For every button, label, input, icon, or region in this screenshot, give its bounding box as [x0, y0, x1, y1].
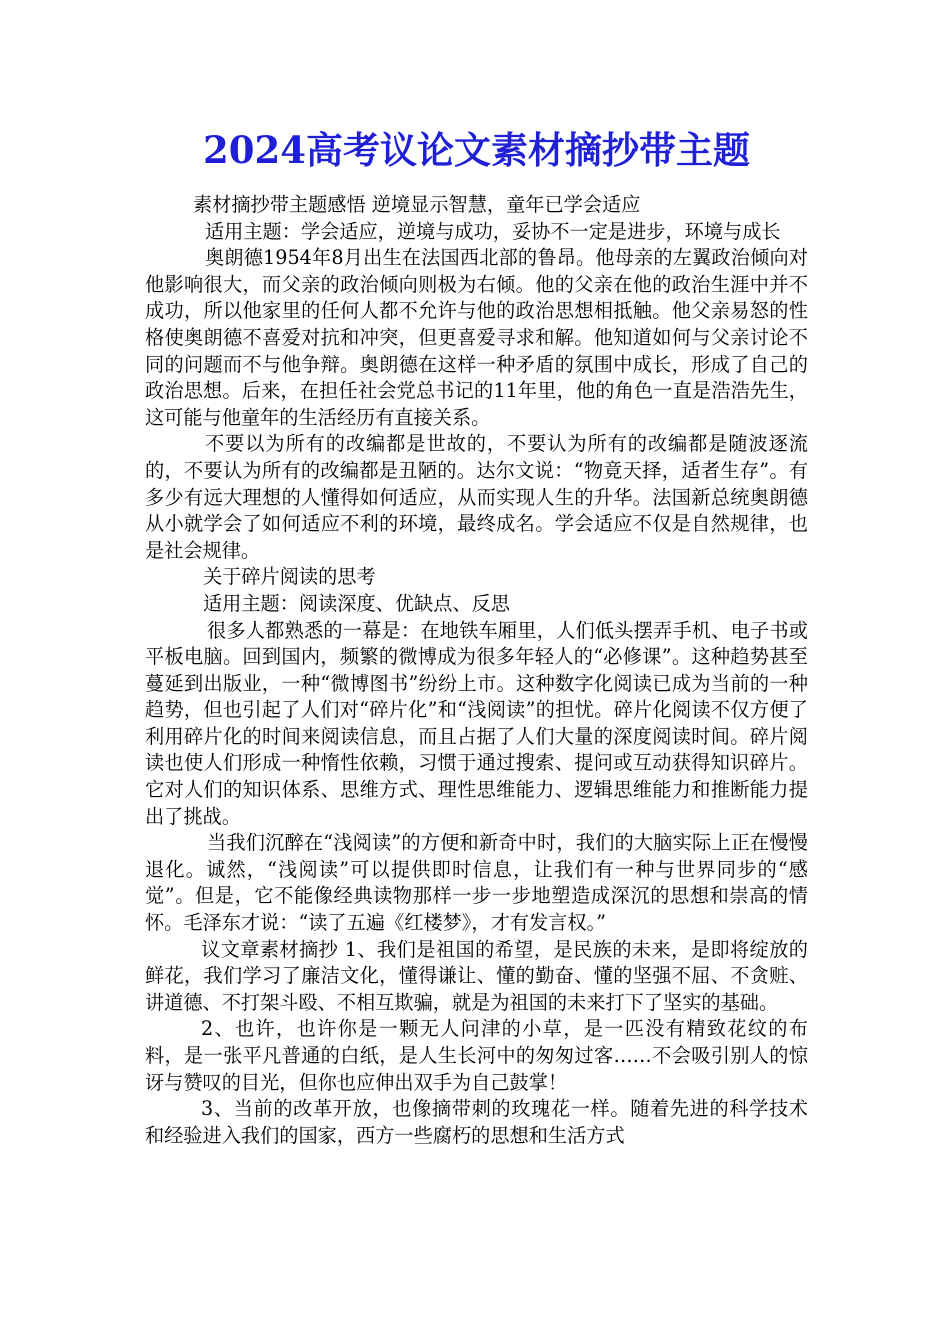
paragraph-section-heading-2: 关于碎片阅读的思考 [203, 565, 376, 589]
paragraph-body-3: 很多人都熟悉的一幕是：在地铁车厢里，人们低头摆弄手机、电子书或平板电脑。回到国内，频繁的微博成为很多年轻人的“必修课”。这种趋势甚至蔓延到出版业，一种“微博图书”纷纷上市。这种数字化阅读已成为当前的一种趋势，但也引起了人们对“碎片化”和“浅阅读”的担忧。碎片化阅读不仅方便了利用碎片化的时间来阅读信息，而且占据了人们大量的深度阅读时间。碎片阅读也使人们形成一种惰性依赖，习惯于通过搜索、提问或互动获得知识碎片。它对人们的知识体系、思维方式、理性思维能力、逻辑思维能力和推断能力提出了挑战。 [145, 618, 808, 828]
document-page [145, 120, 808, 1149]
paragraph-excerpt-1: 议文章素材摘抄 1、我们是祖国的希望，是民族的未来，是即将绽放的鲜花，我们学习了廉洁文化，懂得谦让、懂的勤奋、懂的坚强不屈、不贪赃、讲道德、不打架斗殴、不相互欺骗，就是为祖国的未来打下了坚实的基础。 [145, 937, 808, 1014]
paragraph-body-2: 不要以为所有的改编都是世故的，不要认为所有的改编都是随波逐流的，不要认为所有的改编都是丑陋的。达尔文说：“物竟天择，适者生存”。有多少有远大理想的人懂得如何适应，从而实现人生的升华。法国新总统奥朗德从小就学会了如何适应不利的环境，最终成名。学会适应不仅是自然规律，也是社会规律。 [145, 432, 808, 562]
paragraph-body-1: 奥朗德1954年8月出生在法国西北部的鲁昂。他母亲的左翼政治倾向对他影响很大，而父亲的政治倾向则极为右倾。他的父亲在他的政治生涯中并不成功，所以他家里的任何人都不允许与他的政治思想相抵触。他父亲易怒的性格使奥朗德不喜爱对抗和冲突，但更喜爱寻求和解。他知道如何与父亲讨论不同的问题而不与他争辩。奥朗德在这样一种矛盾的氛围中成长，形成了自己的政治思想。后来，在担任社会党总书记的11年里，他的角色一直是浩浩先生，这可能与他童年的生活经历有直接关系。 [145, 246, 808, 429]
document-title: 2024高考议论文素材摘抄带主题 [203, 128, 750, 172]
paragraph-theme-2: 适用主题：阅读深度、优缺点、反思 [203, 591, 510, 615]
paragraph-excerpt-3: 3、当前的改革开放，也像摘带刺的玫瑰花一样。随着先进的科学技术和经验进入我们的国家，西方一些腐朽的思想和生活方式 [145, 1097, 808, 1147]
paragraph-section-heading-1: 素材摘抄带主题感悟 逆境显示智慧，童年已学会适应 [193, 193, 641, 216]
paragraph-excerpt-2: 2、也许，也许你是一颗无人问津的小草，是一匹没有精致花纹的布料，是一张平凡普通的白纸，是人生长河中的匆匆过客……不会吸引别人的惊讶与赞叹的目光，但你也应伸出双手为自己鼓掌！ [145, 1017, 808, 1094]
paragraph-body-4: 当我们沉醉在“浅阅读”的方便和新奇中时，我们的大脑实际上正在慢慢退化。诚然，“浅阅读”可以提供即时信息，让我们有一种与世界同步的“感觉”。但是，它不能像经典读物那样一步一步地塑造成深沉的思想和崇高的情怀。毛泽东才说：“读了五遍《红楼梦》，才有发言权。” [145, 831, 808, 935]
paragraph-theme-1: 适用主题：学会适应，逆境与成功，妥协不一定是进步，环境与成长 [205, 219, 781, 243]
